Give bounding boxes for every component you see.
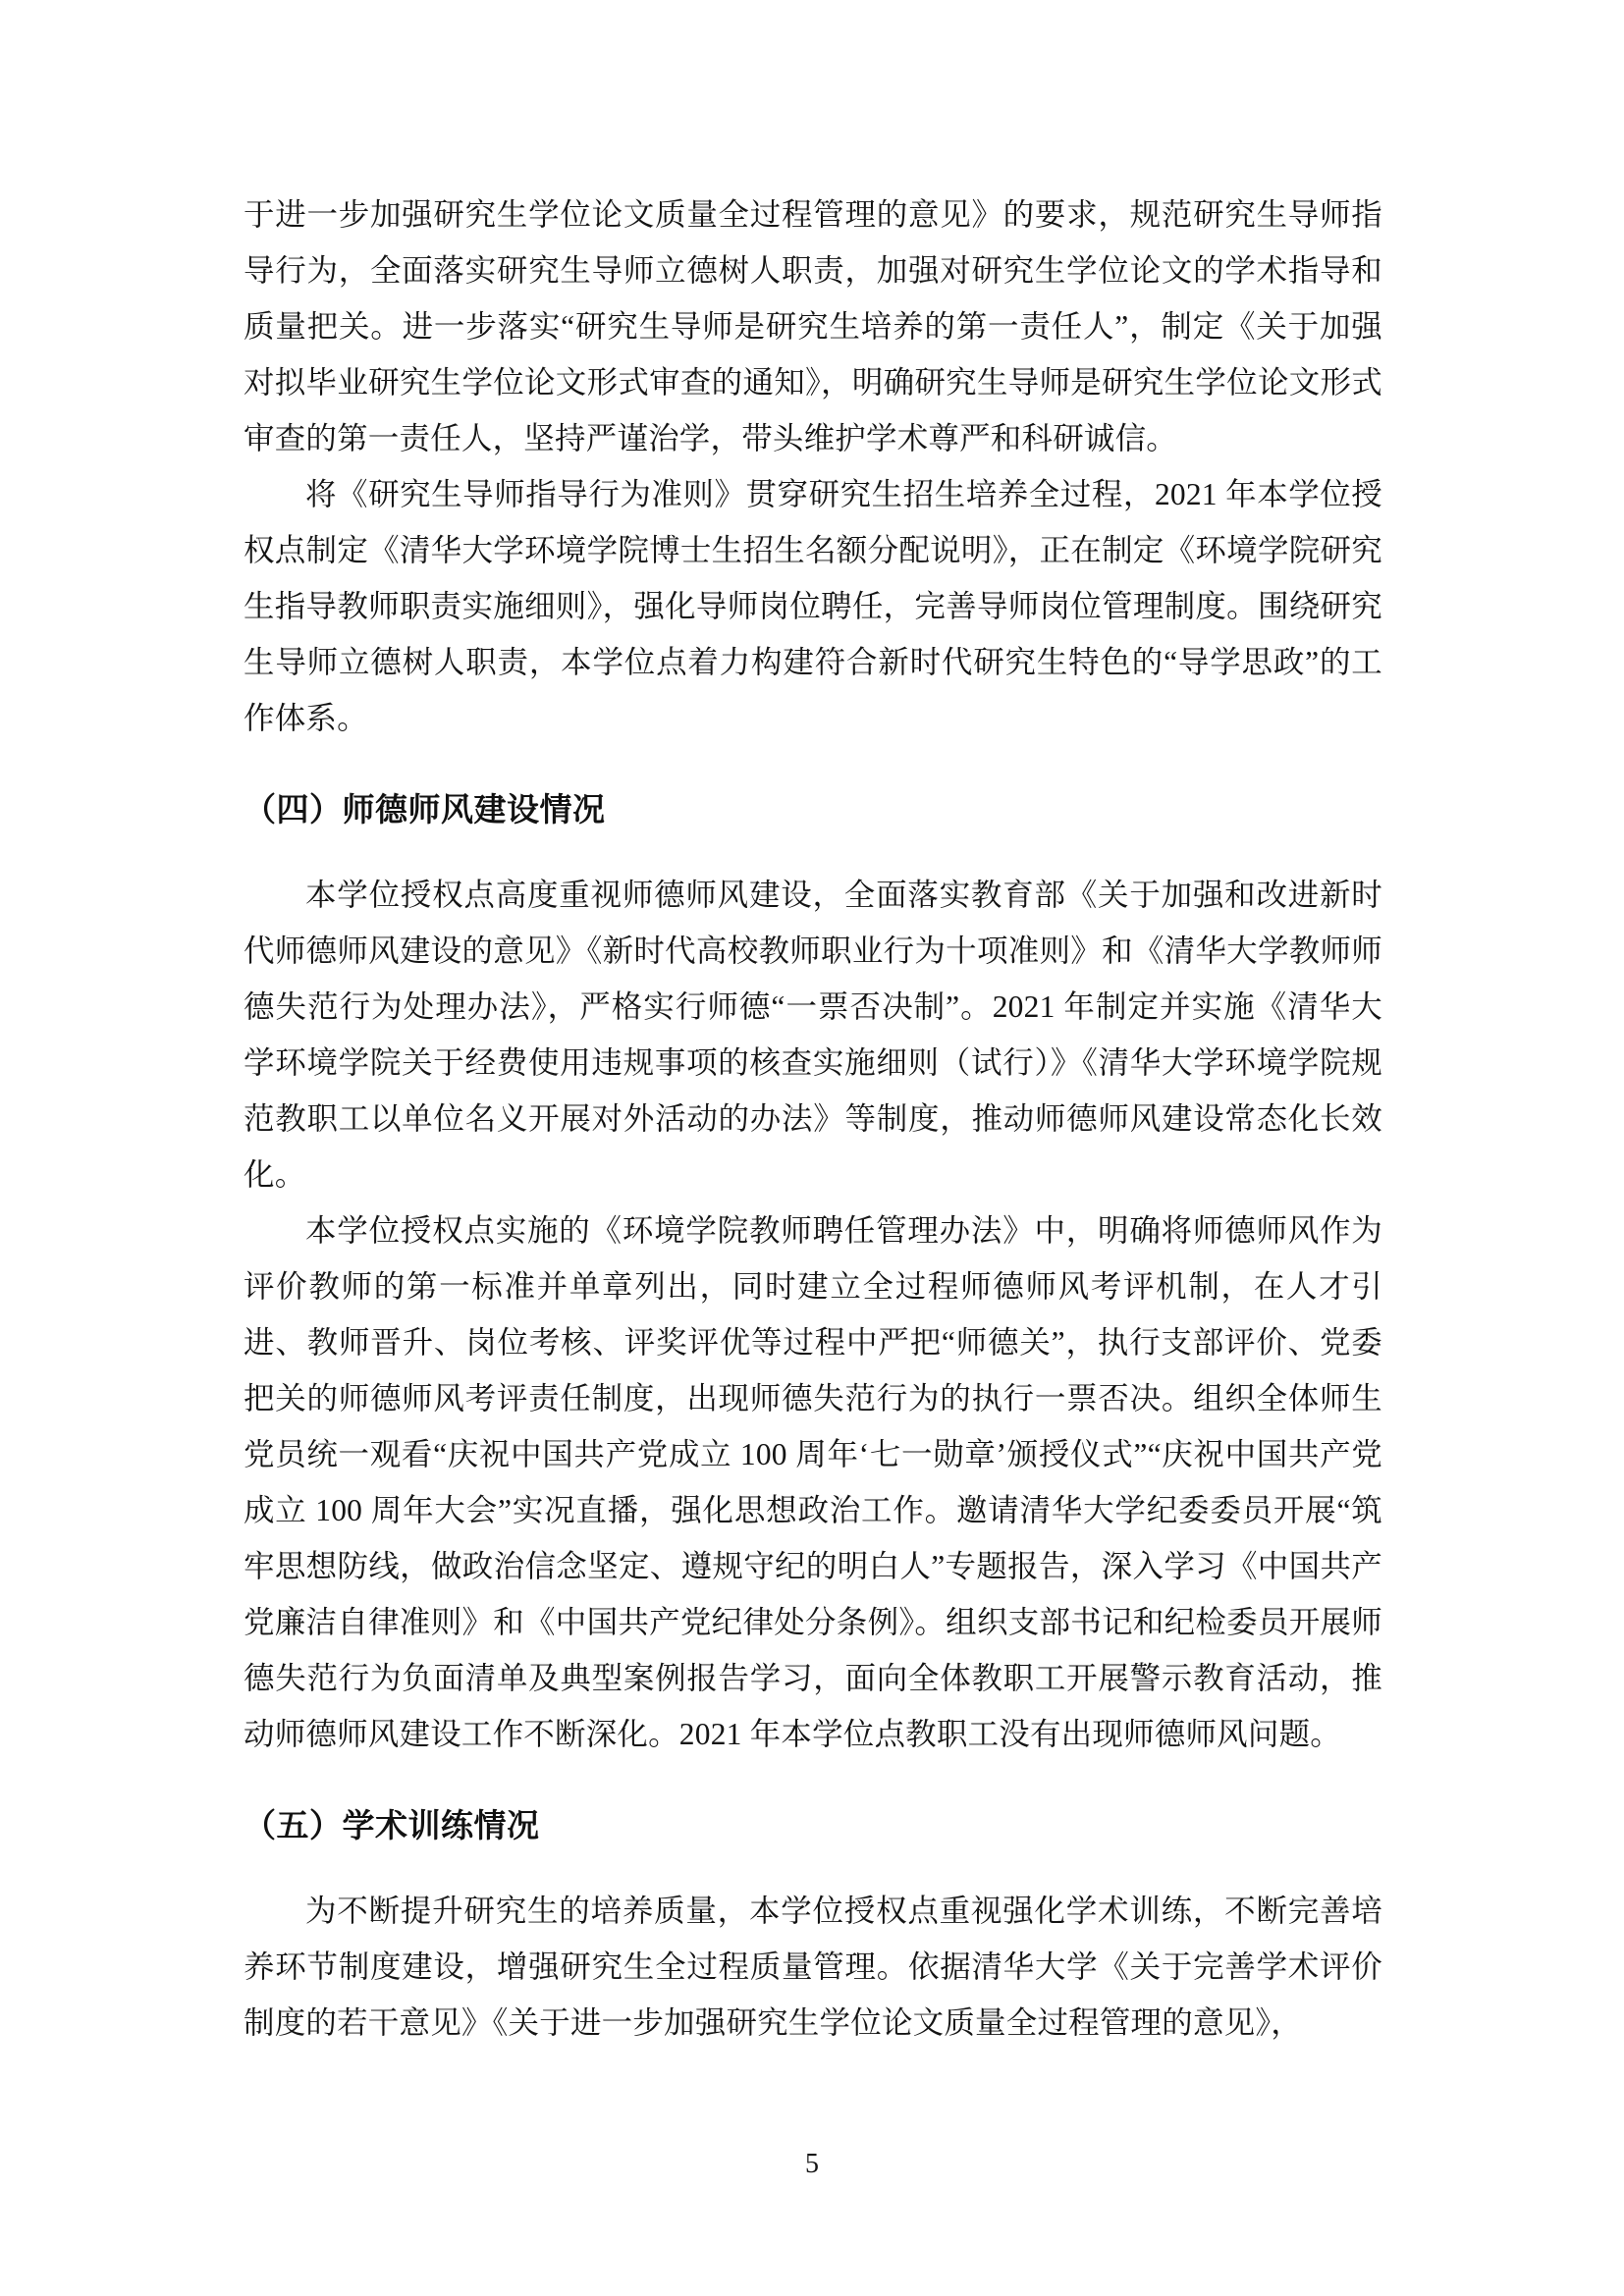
paragraph-supervisor-guidelines: 将《研究生导师指导行为准则》贯穿研究生招生培养全过程，2021 年本学位授权点制定《清华大学环境学院博士生招生名额分配说明》，正在制定《环境学院研究生指导教师职责实施细则》，强化导师岗位聘任，完善导师岗位管理制度。围绕研究生导师立德树人职责，本学位点着力构建符合新时代研究生特色的“导学思政”的工作体系。 bbox=[244, 477, 1382, 735]
section-heading-five: （五）学术训练情况 bbox=[244, 1806, 540, 1844]
section-heading-four: （四）师德师风建设情况 bbox=[244, 790, 606, 828]
paragraph-ethics-policies: 本学位授权点高度重视师德师风建设，全面落实教育部《关于加强和改进新时代师德师风建设的意见》《新时代高校教师职业行为十项准则》和《清华大学教师师德失范行为处理办法》，严格实行师德“一票否决制”。2021 年制定并实施《清华大学环境学院关于经费使用违规事项的核查实施细则（试行）》《清华大学环境学院规范教职工以单位名义开展对外活动的办法》等制度，推动师德师风建设常态化长效化。 bbox=[244, 878, 1382, 1192]
spacer bbox=[244, 746, 1382, 781]
page-content bbox=[244, 187, 1382, 2051]
page-number: 5 bbox=[805, 2149, 819, 2179]
paragraph-ethics-implementation: 本学位授权点实施的《环境学院教师聘任管理办法》中，明确将师德师风作为评价教师的第一标准并单章列出，同时建立全过程师德师风考评机制，在人才引进、教师晋升、岗位考核、评奖评优等过程中严把“师德关”，执行支部评价、党委把关的师德师风考评责任制度，出现师德失范行为的执行一票否决。组织全体师生党员统一观看“庆祝中国共产党成立 100 周年‘七一勋章’颁授仪式”“庆祝中国共产党成立 100 周年大会”实况直播，强化思想政治工作。邀请清华大学纪委委员开展“筑牢思想防线，做政治信念坚定、遵规守纪的明白人”专题报告，深入学习《中国共产党廉洁自律准则》和《中国共产党纪律处分条例》。组织支部书记和纪检委员开展师德失范行为负面清单及典型案例报告学习，面向全体教职工开展警示教育活动，推动师德师风建设工作不断深化。2021 年本学位点教职工没有出现师德师风问题。 bbox=[244, 1213, 1382, 1751]
paragraph-continuation: 于进一步加强研究生学位论文质量全过程管理的意见》的要求，规范研究生导师指导行为，全面落实研究生导师立德树人职责，加强对研究生学位论文的学术指导和质量把关。进一步落实“研究生导师是研究生培养的第一责任人”，制定《关于加强对拟毕业研究生学位论文形式审查的通知》，明确研究生导师是研究生学位论文形式审查的第一责任人，坚持严谨治学，带头维护学术尊严和科研诚信。 bbox=[244, 197, 1382, 455]
spacer bbox=[244, 1853, 1382, 1883]
spacer bbox=[244, 837, 1382, 867]
paragraph-academic-training: 为不断提升研究生的培养质量，本学位授权点重视强化学术训练，不断完善培养环节制度建设，增强研究生全过程质量管理。依据清华大学《关于完善学术评价制度的若干意见》《关于进一步加强研究生学位论文质量全过程管理的意见》， bbox=[244, 1894, 1382, 2040]
spacer bbox=[244, 1762, 1382, 1797]
